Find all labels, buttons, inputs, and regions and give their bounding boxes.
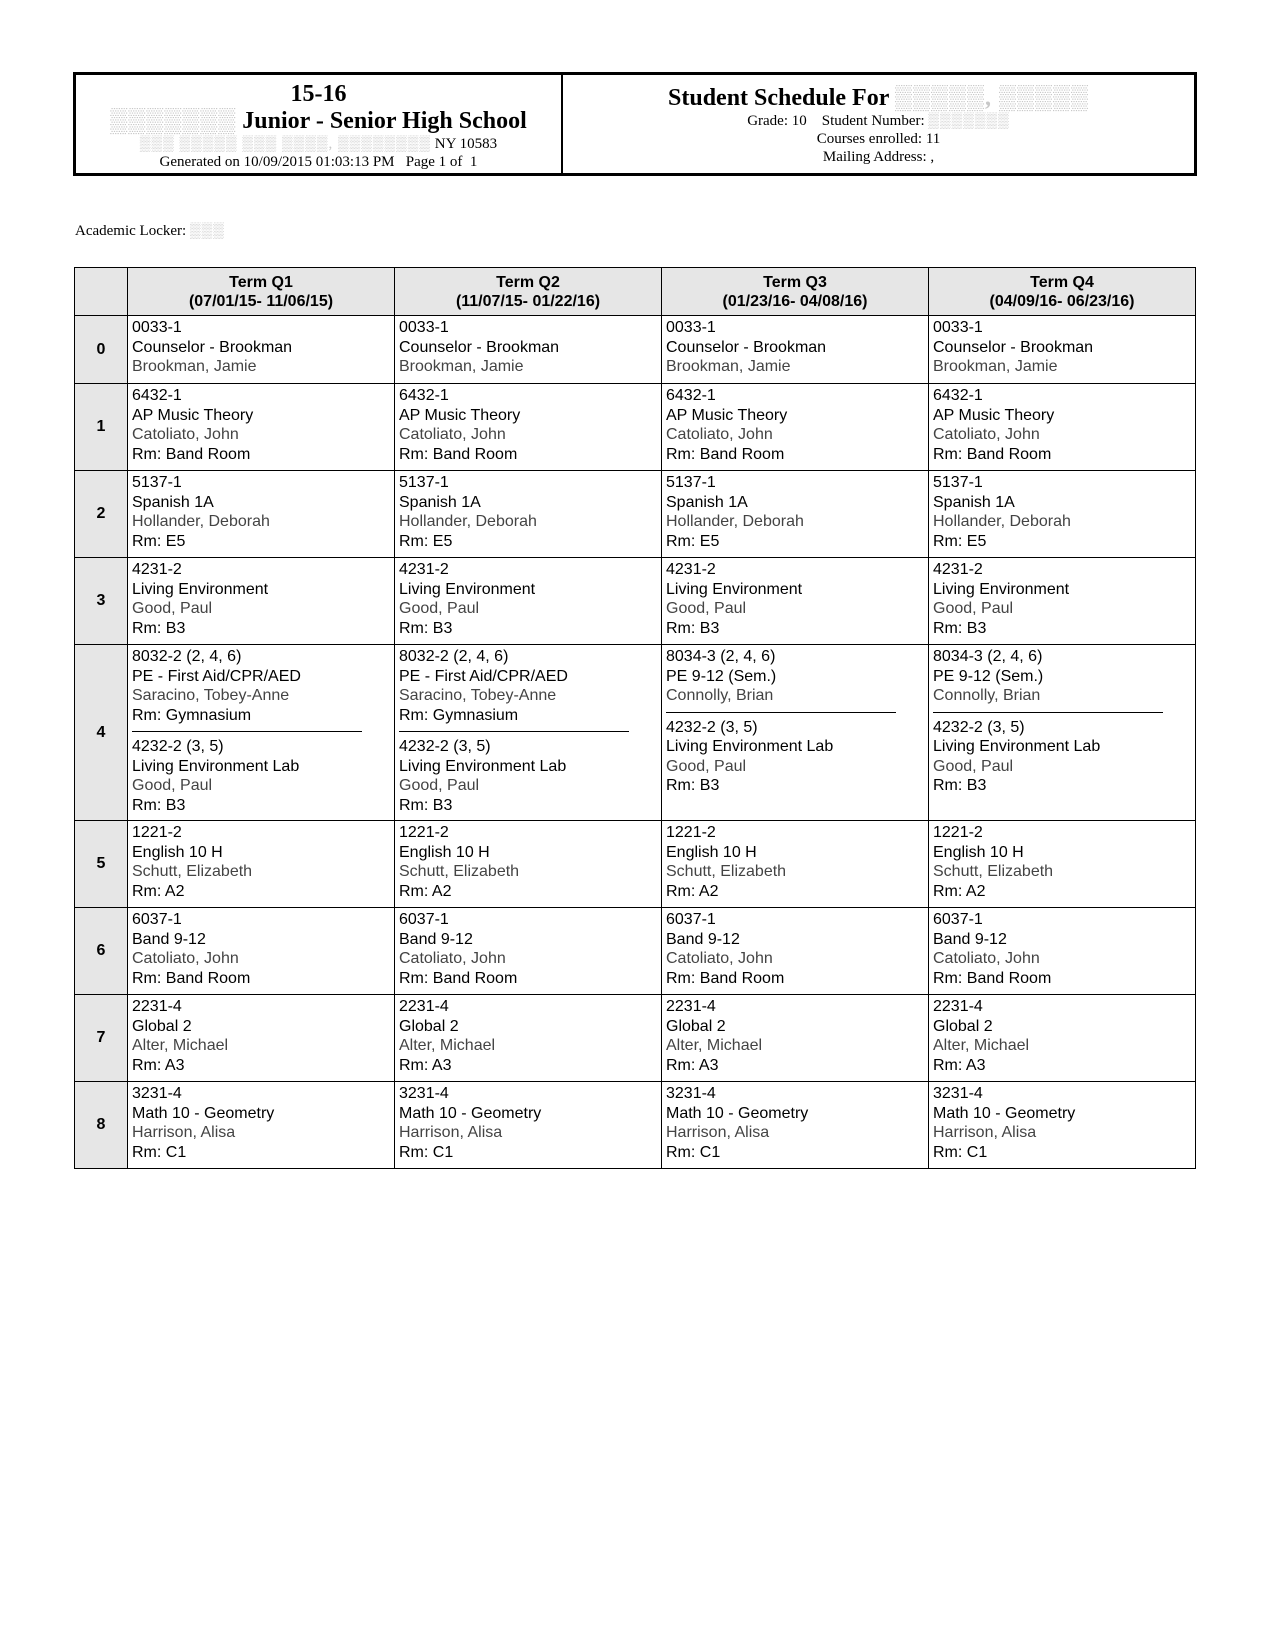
course-code: 3231-4	[399, 1085, 449, 1102]
course-code: 6432-1	[933, 387, 983, 404]
redacted-text: ▒▒▒▒▒▒▒	[110, 108, 237, 134]
course-teacher: Good, Paul	[666, 600, 747, 617]
course-teacher: Hollander, Deborah	[933, 513, 1071, 530]
course-room: Rm: B3	[132, 796, 186, 814]
course-code: 8032-2 (2, 4, 6)	[399, 648, 509, 665]
course-course: Living Environment Lab	[399, 757, 567, 775]
school-name-text: Junior - Senior High School	[242, 108, 527, 134]
course-course: Spanish 1A	[132, 493, 214, 511]
schedule-cell	[395, 908, 662, 995]
course-course: PE - First Aid/CPR/AED	[399, 667, 568, 685]
schedule-cell	[395, 1082, 662, 1169]
grade-line-text: Grade: 10 Student Number:	[747, 113, 925, 129]
course-code: 6432-1	[399, 387, 449, 404]
course-teacher: Good, Paul	[132, 777, 213, 794]
course-code: 6037-1	[666, 911, 716, 928]
course-course: Band 9-12	[399, 930, 473, 948]
course-teacher: Alter, Michael	[399, 1037, 496, 1054]
course-code: 5137-1	[933, 474, 983, 491]
course-room: Rm: B3	[666, 619, 720, 637]
course-teacher: Connolly, Brian	[933, 687, 1041, 704]
course-course: Global 2	[399, 1017, 459, 1035]
schedule-cell	[929, 995, 1196, 1082]
course-code: 4232-2 (3, 5)	[132, 738, 224, 755]
schedule-body	[75, 316, 1196, 1169]
period-row	[75, 1082, 1196, 1169]
course-teacher: Saracino, Tobey-Anne	[399, 687, 557, 704]
academic-locker	[75, 223, 225, 240]
schedule-cell	[662, 471, 929, 558]
schedule-cell	[128, 821, 395, 908]
term-header-q1	[128, 268, 395, 316]
course-course: Living Environment Lab	[132, 757, 300, 775]
schedule-cell	[929, 1082, 1196, 1169]
course-room: Rm: Band Room	[132, 445, 251, 463]
course-teacher: Brookman, Jamie	[933, 358, 1058, 375]
course-teacher: Schutt, Elizabeth	[933, 863, 1054, 880]
school-address	[76, 135, 561, 153]
term-name: Term Q4	[1030, 273, 1094, 291]
period-row	[75, 645, 1196, 821]
course-code: 0033-1	[666, 319, 716, 336]
course-course: Global 2	[666, 1017, 726, 1035]
course-course: Spanish 1A	[399, 493, 481, 511]
schedule-cell	[929, 558, 1196, 645]
period-number: 7	[75, 995, 128, 1082]
school-address-text: NY 10583	[434, 136, 498, 152]
term-dates: (01/23/16- 04/08/16)	[722, 292, 868, 310]
course-course: AP Music Theory	[933, 406, 1055, 424]
course-room: Rm: Band Room	[933, 969, 1052, 987]
course-course: Counselor - Brookman	[666, 338, 827, 356]
course-teacher: Catoliato, John	[666, 426, 773, 443]
course-course: Counselor - Brookman	[399, 338, 560, 356]
schedule-cell	[662, 821, 929, 908]
term-name: Term Q1	[229, 273, 293, 291]
section-divider	[666, 712, 896, 713]
course-code: 4231-2	[666, 561, 716, 578]
course-code: 6432-1	[132, 387, 182, 404]
course-course: Spanish 1A	[933, 493, 1015, 511]
course-code: 3231-4	[666, 1085, 716, 1102]
course-room: Rm: A3	[666, 1056, 719, 1074]
course-room: Rm: B3	[399, 796, 453, 814]
period-number: 3	[75, 558, 128, 645]
schedule-cell	[929, 821, 1196, 908]
course-code: 2231-4	[666, 998, 716, 1015]
course-room: Rm: Band Room	[666, 445, 785, 463]
schedule-cell	[395, 995, 662, 1082]
course-code: 5137-1	[399, 474, 449, 491]
course-teacher: Catoliato, John	[933, 426, 1040, 443]
period-row	[75, 821, 1196, 908]
course-teacher: Schutt, Elizabeth	[399, 863, 520, 880]
course-room: Rm: E5	[132, 532, 186, 550]
schedule-cell	[662, 316, 929, 384]
course-code: 1221-2	[399, 824, 449, 841]
course-room: Rm: B3	[933, 619, 987, 637]
course-course: English 10 H	[666, 843, 757, 861]
course-course: PE 9-12 (Sem.)	[666, 667, 777, 685]
schedule-cell	[929, 471, 1196, 558]
course-teacher: Hollander, Deborah	[666, 513, 804, 530]
course-teacher: Good, Paul	[666, 757, 747, 775]
schedule-cell	[128, 558, 395, 645]
schedule-title	[563, 84, 1194, 112]
course-room: Rm: Band Room	[666, 969, 785, 987]
period-number: 5	[75, 821, 128, 908]
period-row	[75, 384, 1196, 471]
section-divider	[132, 731, 362, 732]
course-code: 6037-1	[933, 911, 983, 928]
period-row	[75, 558, 1196, 645]
schedule-cell	[662, 1082, 929, 1169]
course-teacher: Catoliato, John	[399, 950, 506, 967]
course-course: Band 9-12	[132, 930, 206, 948]
course-code: 3231-4	[933, 1085, 983, 1102]
schedule-cell	[929, 908, 1196, 995]
term-header-q4	[929, 268, 1196, 316]
course-teacher: Schutt, Elizabeth	[666, 863, 787, 880]
period-row	[75, 995, 1196, 1082]
course-teacher: Brookman, Jamie	[399, 358, 524, 375]
course-teacher: Good, Paul	[399, 777, 480, 794]
course-teacher: Harrison, Alisa	[399, 1124, 503, 1141]
course-course: English 10 H	[132, 843, 223, 861]
course-teacher: Good, Paul	[933, 757, 1014, 775]
course-code: 2231-4	[933, 998, 983, 1015]
course-teacher: Good, Paul	[132, 600, 213, 617]
school-info	[76, 75, 563, 173]
period-number: 6	[75, 908, 128, 995]
course-teacher: Catoliato, John	[132, 950, 239, 967]
schedule-cell	[662, 645, 929, 821]
course-course: Living Environment	[933, 580, 1070, 598]
course-code: 8034-3 (2, 4, 6)	[666, 648, 776, 665]
redacted-text: ▒▒▒	[189, 223, 225, 239]
course-teacher: Harrison, Alisa	[933, 1124, 1037, 1141]
courses-enrolled: Courses enrolled: 11	[816, 131, 941, 147]
course-code: 1221-2	[933, 824, 983, 841]
course-room: Rm: C1	[132, 1143, 187, 1161]
course-room: Rm: A2	[933, 882, 986, 900]
course-course: Spanish 1A	[666, 493, 748, 511]
course-code: 6037-1	[399, 911, 449, 928]
course-code: 0033-1	[132, 319, 182, 336]
course-teacher: Catoliato, John	[666, 950, 773, 967]
course-room: Rm: E5	[399, 532, 453, 550]
course-teacher: Hollander, Deborah	[399, 513, 537, 530]
schedule-cell	[929, 316, 1196, 384]
course-room: Rm: Band Room	[132, 969, 251, 987]
redacted-text: ▒▒▒▒▒, ▒▒▒▒▒	[894, 85, 1089, 111]
course-room: Rm: Gymnasium	[132, 706, 252, 724]
schedule-cell	[662, 384, 929, 471]
course-course: Living Environment Lab	[666, 738, 834, 755]
schedule-cell	[929, 645, 1196, 821]
redacted-text: ▒▒▒ ▒▒▒▒▒ ▒▒▒ ▒▒▒▒, ▒▒▒▒▒▒▒▒	[139, 136, 432, 152]
schedule-cell	[395, 384, 662, 471]
course-teacher: Alter, Michael	[933, 1037, 1030, 1054]
course-code: 0033-1	[399, 319, 449, 336]
course-code: 4231-2	[132, 561, 182, 578]
period-row	[75, 471, 1196, 558]
course-course: Math 10 - Geometry	[666, 1104, 809, 1122]
course-teacher: Alter, Michael	[666, 1037, 763, 1054]
period-number: 0	[75, 316, 128, 384]
period-header	[75, 268, 128, 316]
course-teacher: Catoliato, John	[933, 950, 1040, 967]
redacted-text: ▒▒▒▒▒▒▒	[928, 113, 1010, 129]
course-room: Rm: A3	[132, 1056, 185, 1074]
term-header-row	[75, 268, 1196, 316]
course-room: Rm: E5	[933, 532, 987, 550]
schedule-cell	[395, 821, 662, 908]
student-info	[563, 75, 1194, 173]
schedule-table	[74, 267, 1196, 1169]
course-code: 4231-2	[933, 561, 983, 578]
course-room: Rm: A2	[399, 882, 452, 900]
course-teacher: Saracino, Tobey-Anne	[132, 687, 290, 704]
course-teacher: Schutt, Elizabeth	[132, 863, 253, 880]
course-course: Living Environment	[666, 580, 803, 598]
schedule-cell	[395, 645, 662, 821]
course-teacher: Connolly, Brian	[666, 687, 774, 704]
course-course: Living Environment Lab	[933, 738, 1101, 755]
course-course: Band 9-12	[933, 930, 1007, 948]
course-code: 1221-2	[666, 824, 716, 841]
schedule-cell	[128, 471, 395, 558]
schedule-cell	[395, 316, 662, 384]
course-code: 6037-1	[132, 911, 182, 928]
course-code: 6432-1	[666, 387, 716, 404]
period-number: 2	[75, 471, 128, 558]
schedule-cell	[662, 995, 929, 1082]
period-number: 4	[75, 645, 128, 821]
mailing-address: Mailing Address: ,	[822, 149, 935, 165]
term-dates: (04/09/16- 06/23/16)	[989, 292, 1135, 310]
term-dates: (11/07/15- 01/22/16)	[455, 292, 601, 310]
section-divider	[933, 712, 1163, 713]
course-room: Rm: B3	[666, 777, 720, 794]
course-course: Math 10 - Geometry	[933, 1104, 1076, 1122]
course-course: Band 9-12	[666, 930, 740, 948]
course-course: AP Music Theory	[132, 406, 254, 424]
course-teacher: Good, Paul	[933, 600, 1014, 617]
schedule-cell	[128, 1082, 395, 1169]
course-teacher: Catoliato, John	[132, 426, 239, 443]
course-teacher: Good, Paul	[399, 600, 480, 617]
course-course: PE 9-12 (Sem.)	[933, 667, 1044, 685]
term-header-q3	[662, 268, 929, 316]
schedule-cell	[128, 316, 395, 384]
school-year: 15-16	[290, 81, 347, 107]
schedule-cell	[662, 908, 929, 995]
course-room: Rm: E5	[666, 532, 720, 550]
course-teacher: Harrison, Alisa	[666, 1124, 770, 1141]
term-header-q2	[395, 268, 662, 316]
course-room: Rm: Band Room	[399, 445, 518, 463]
generated-line: Generated on 10/09/2015 01:03:13 PM Page 1 of 1	[159, 154, 478, 170]
course-code: 5137-1	[132, 474, 182, 491]
course-code: 4232-2 (3, 5)	[399, 738, 491, 755]
schedule-cell	[662, 558, 929, 645]
schedule-cell	[929, 384, 1196, 471]
course-code: 5137-1	[666, 474, 716, 491]
course-course: Living Environment	[132, 580, 269, 598]
course-room: Rm: A2	[666, 882, 719, 900]
course-code: 4231-2	[399, 561, 449, 578]
course-teacher: Alter, Michael	[132, 1037, 229, 1054]
course-code: 4232-2 (3, 5)	[933, 718, 1025, 736]
course-teacher: Brookman, Jamie	[132, 358, 257, 375]
course-course: English 10 H	[933, 843, 1024, 861]
period-row	[75, 316, 1196, 384]
course-teacher: Catoliato, John	[399, 426, 506, 443]
schedule-cell	[128, 908, 395, 995]
course-course: PE - First Aid/CPR/AED	[132, 667, 301, 685]
course-room: Rm: B3	[132, 619, 186, 637]
course-room: Rm: A3	[399, 1056, 452, 1074]
course-code: 2231-4	[132, 998, 182, 1015]
term-name: Term Q3	[763, 273, 827, 291]
course-room: Rm: Gymnasium	[399, 706, 519, 724]
course-course: AP Music Theory	[666, 406, 788, 424]
course-course: English 10 H	[399, 843, 490, 861]
course-room: Rm: Band Room	[933, 445, 1052, 463]
course-code: 8032-2 (2, 4, 6)	[132, 648, 242, 665]
schedule-cell	[128, 384, 395, 471]
term-name: Term Q2	[496, 273, 560, 291]
course-course: AP Music Theory	[399, 406, 521, 424]
schedule-cell	[395, 558, 662, 645]
course-code: 0033-1	[933, 319, 983, 336]
course-code: 2231-4	[399, 998, 449, 1015]
course-teacher: Harrison, Alisa	[132, 1124, 236, 1141]
grade-line	[563, 112, 1194, 130]
school-name	[76, 107, 561, 135]
course-course: Global 2	[132, 1017, 192, 1035]
academic-locker-label: Academic Locker:	[75, 223, 187, 239]
course-course: Counselor - Brookman	[132, 338, 293, 356]
course-teacher: Hollander, Deborah	[132, 513, 270, 530]
course-course: Math 10 - Geometry	[399, 1104, 542, 1122]
course-teacher: Brookman, Jamie	[666, 358, 791, 375]
course-room: Rm: A2	[132, 882, 185, 900]
period-number: 8	[75, 1082, 128, 1169]
report-header	[73, 72, 1197, 176]
section-divider	[399, 731, 629, 732]
period-number: 1	[75, 384, 128, 471]
schedule-cell	[128, 995, 395, 1082]
course-room: Rm: A3	[933, 1056, 986, 1074]
course-course: Living Environment	[399, 580, 536, 598]
course-room: Rm: C1	[933, 1143, 988, 1161]
course-room: Rm: Band Room	[399, 969, 518, 987]
period-row	[75, 908, 1196, 995]
course-course: Counselor - Brookman	[933, 338, 1094, 356]
course-code: 3231-4	[132, 1085, 182, 1102]
course-course: Global 2	[933, 1017, 993, 1035]
course-room: Rm: B3	[933, 777, 987, 794]
course-code: 1221-2	[132, 824, 182, 841]
course-room: Rm: C1	[399, 1143, 454, 1161]
schedule-cell	[128, 645, 395, 821]
schedule-cell	[395, 471, 662, 558]
course-course: Math 10 - Geometry	[132, 1104, 275, 1122]
course-code: 4232-2 (3, 5)	[666, 718, 758, 736]
course-code: 8034-3 (2, 4, 6)	[933, 648, 1043, 665]
schedule-title-text: Student Schedule For	[668, 85, 889, 111]
term-dates: (07/01/15- 11/06/15)	[188, 292, 334, 310]
course-room: Rm: C1	[666, 1143, 721, 1161]
course-room: Rm: B3	[399, 619, 453, 637]
